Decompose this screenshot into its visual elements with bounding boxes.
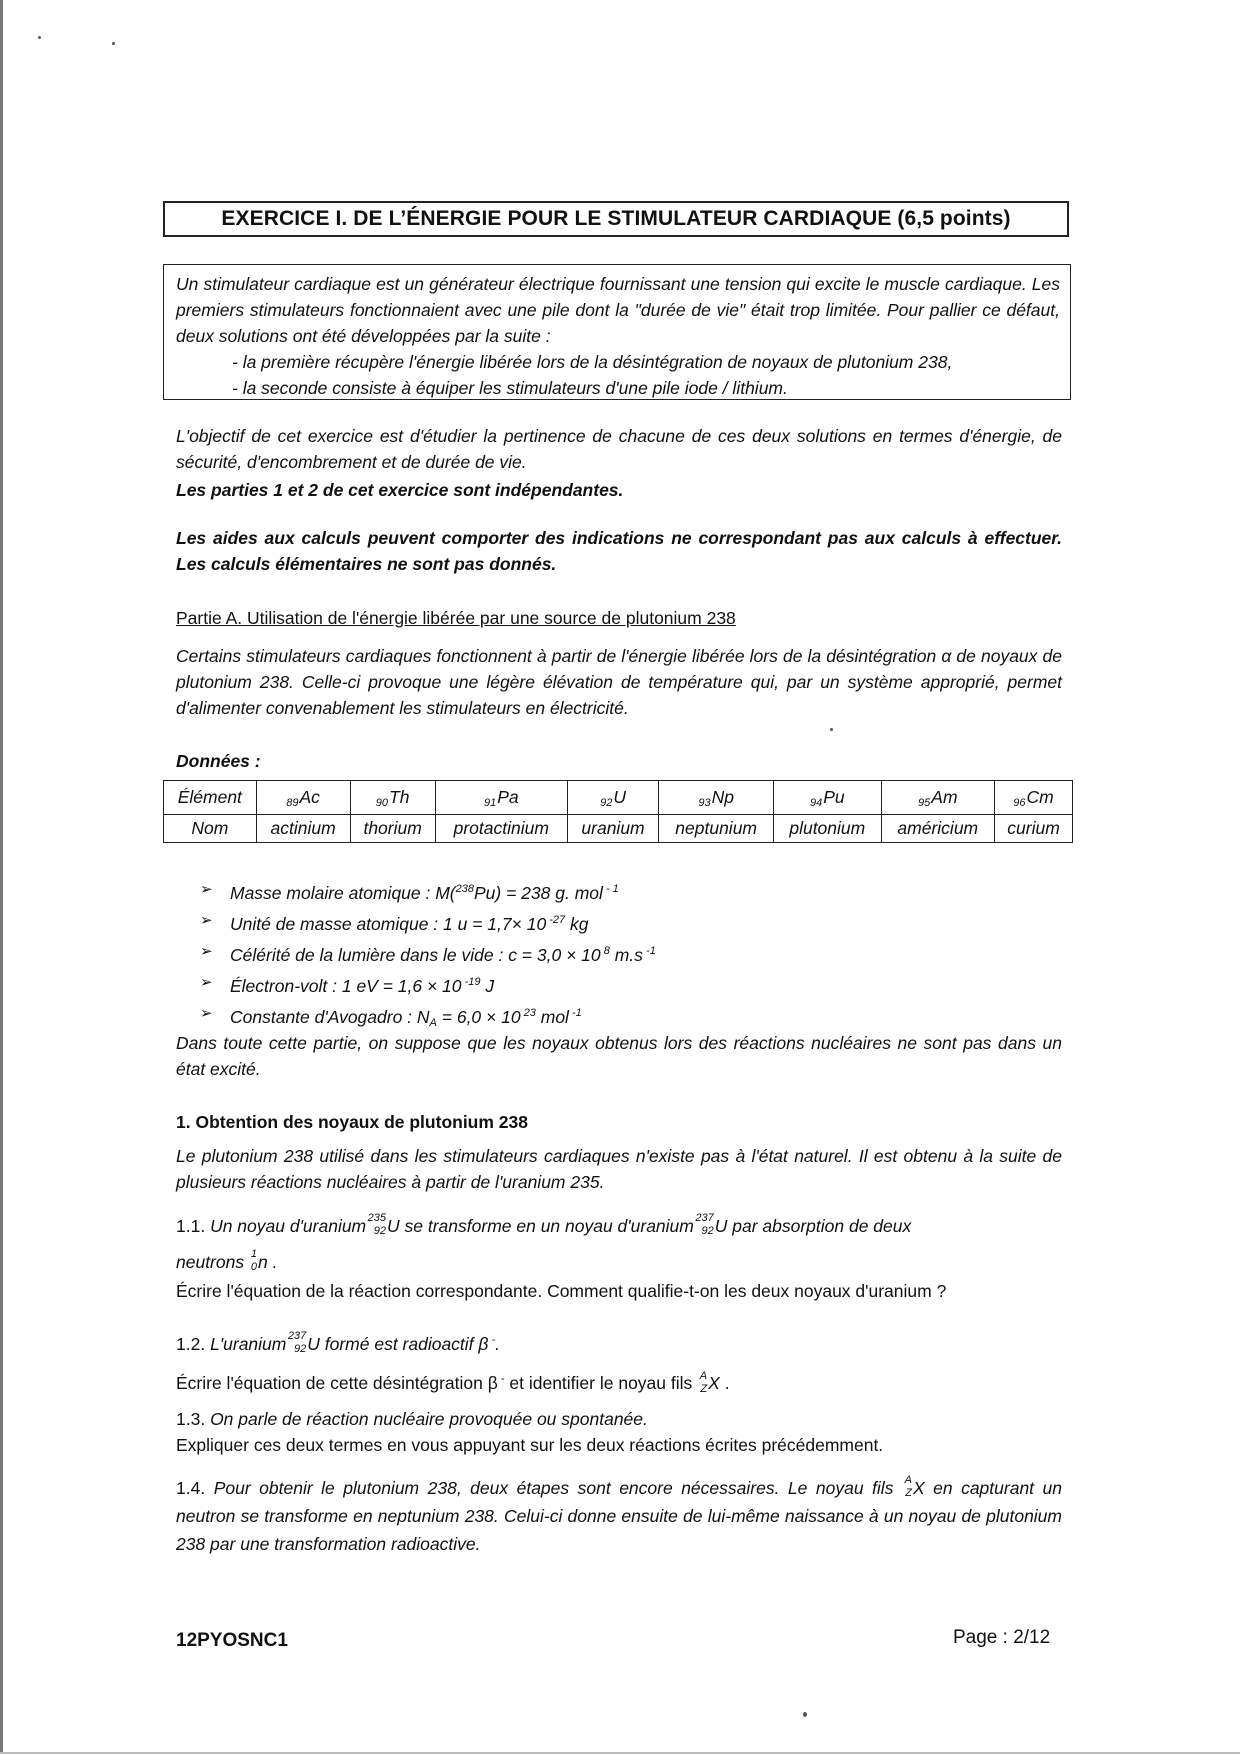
q11-neutrons: neutrons 1 0 n .: [176, 1249, 1062, 1276]
daughter-nuclide: A Z: [699, 1369, 708, 1395]
element-cell: $_{89}$Ac: [256, 781, 350, 815]
calc-note: Les aides aux calculs peuvent comporter des indications ne correspondant pas aux calculs à effectuer. Les calculs élémentaires ne sont pas donnés.: [176, 528, 1062, 574]
question-1-2: [176, 1327, 1062, 1398]
element-name: thorium: [350, 815, 435, 843]
element-name: plutonium: [774, 815, 881, 843]
section1-intro: Le plutonium 238 utilisé dans les stimulateurs cardiaques n'existe pas à l'état naturel. Il est obtenu à la suite de plusieurs réactions nucléaires à partir de l'uranium 235.: [176, 1146, 1062, 1192]
question-1-1: [176, 1211, 1062, 1304]
intro-bullet-2: - la seconde consiste à équiper les stimulateurs d'une pile iode / lithium.: [232, 378, 788, 398]
element-cell: $_{90}$Th: [350, 781, 435, 815]
element-name: uranium: [567, 815, 658, 843]
row-label-nom: Nom: [164, 815, 257, 843]
element-name: protactinium: [435, 815, 567, 843]
independent-note: Les parties 1 et 2 de cet exercice sont indépendantes.: [176, 480, 624, 500]
objective-text: [176, 423, 1062, 475]
element-cell: $_{94}$Pu: [774, 781, 881, 815]
element-name: actinium: [256, 815, 350, 843]
constants-list: [200, 876, 656, 1037]
intro-box: [163, 264, 1071, 400]
exam-code: 12PYOSNC1: [176, 1630, 288, 1651]
u235-nuclide: 235 92: [367, 1212, 387, 1238]
element-cell: $_{91}$Pa: [435, 781, 567, 815]
q11-instruction: Écrire l'équation de la réaction correspondante. Comment qualifie-t-on les deux noyaux d'uranium ?: [176, 1281, 947, 1302]
neutron-nuclide: 1 0: [250, 1248, 257, 1274]
element-cell: $_{93}$Np: [659, 781, 774, 815]
constant-molar-mass: ➢ Masse molaire atomique : M($^{238}$Pu) = 238 g. mol $^{- 1}$: [200, 876, 656, 907]
constant-electron-volt: ➢ Électron-volt : 1 eV = 1,6 × 10 $^{-19}$ J: [200, 969, 656, 1000]
objective-paragraph: L'objectif de cet exercice est d'étudier la pertinence de chacune de ces deux solutions en termes d'énergie, de sécurité, d'encombrement et de durée de vie.: [176, 426, 1062, 472]
elements-table: [163, 780, 1073, 843]
element-cell: $_{95}$Am: [881, 781, 995, 815]
scan-speck: [38, 36, 41, 39]
elements-name-row: [164, 815, 1073, 843]
scan-left-edge: [0, 0, 3, 1754]
intro-bullet-1: - la première récupère l'énergie libérée lors de la désintégration de noyaux de plutonium 238,: [232, 352, 953, 372]
element-cell: $_{92}$U: [567, 781, 658, 815]
elements-symbol-row: [164, 781, 1073, 815]
constant-amu: ➢ Unité de masse atomique : 1 u = 1,7× 10 $^{-27}$ kg: [200, 907, 656, 938]
section1-heading: 1. Obtention des noyaux de plutonium 238: [176, 1112, 528, 1132]
scan-speck: [112, 42, 115, 45]
part-a-heading-text: Partie A. Utilisation de l'énergie libérée par une source de plutonium 238: [176, 608, 736, 628]
element-name: curium: [995, 815, 1073, 843]
u237-nuclide: 237 92: [287, 1330, 307, 1356]
q13-statement: 1.3. On parle de réaction nucléaire provoquée ou spontanée.: [176, 1409, 648, 1429]
intro-paragraph: Un stimulateur cardiaque est un générateur électrique fournissant une tension qui excite le muscle cardiaque. Les premiers stimulateurs fonctionnaient avec une pile dont la "durée de vie" était trop limitée. Pour pallier ce défaut, deux solutions ont été développées par la suite :: [176, 274, 1060, 346]
q13-instruction: Expliquer ces deux termes en vous appuyant sur les deux réactions écrites précédemment.: [176, 1435, 884, 1455]
question-1-4: [176, 1474, 1062, 1558]
scan-speck: [830, 728, 833, 731]
exercise-title: EXERCICE I. DE L’ÉNERGIE POUR LE STIMULATEUR CARDIAQUE (6,5 points): [163, 201, 1069, 237]
element-name: neptunium: [659, 815, 774, 843]
q12-statement: 1.2. L'uranium 237 92 U formé est radioactif β -.: [176, 1327, 1062, 1358]
daughter-nuclide: A Z: [904, 1474, 912, 1500]
row-label-element: Élément: [164, 781, 257, 815]
element-cell: $_{96}$Cm: [995, 781, 1073, 815]
q11-statement: 1.1. Un noyau d'uranium 235 92 U se transforme en un noyau d'uranium 237 92 U par absorption de deux: [176, 1211, 1062, 1241]
part-a-text: Certains stimulateurs cardiaques fonctionnent à partir de l'énergie libérée lors de la désintégration α de noyaux de plutonium 238. Celle-ci provoque une légère élévation de température qui, par un système approprié, permet d'alimenter convenablement les stimulateurs en électricité.: [176, 646, 1062, 718]
u237-nuclide: 237 92: [695, 1212, 714, 1238]
donnees-label: Données :: [176, 751, 261, 771]
scan-speck: [803, 1712, 807, 1717]
question-1-3: [176, 1406, 1062, 1458]
q12-instruction: Écrire l'équation de cette désintégration β - et identifier le noyau fils A Z X .: [176, 1366, 1062, 1397]
element-name: américium: [881, 815, 995, 843]
q14-statement: 1.4. Pour obtenir le plutonium 238, deux étapes sont encore nécessaires. Le noyau fils A Z X en capturant un neutron se transforme en neptunium 238. Celui-ci donne ensuite de lui-même naissance à un noyau de plutonium 238 par une transformation radioactive.: [176, 1474, 1062, 1555]
constant-avogadro: ➢ Constante d'Avogadro : $N_A = 6,0 \times 10$ $^{23}$ mol $^{-1}$: [200, 1000, 656, 1037]
assumption-text: Dans toute cette partie, on suppose que les noyaux obtenus lors des réactions nucléaires ne sont pas dans un état excité.: [176, 1033, 1062, 1079]
part-a-heading: [176, 605, 1062, 631]
page-number: Page : 2/12: [953, 1627, 1051, 1648]
constant-light-speed: ➢ Célérité de la lumière dans le vide : c = 3,0 × 10 $^8$ m.s $^{-1}$: [200, 938, 656, 969]
